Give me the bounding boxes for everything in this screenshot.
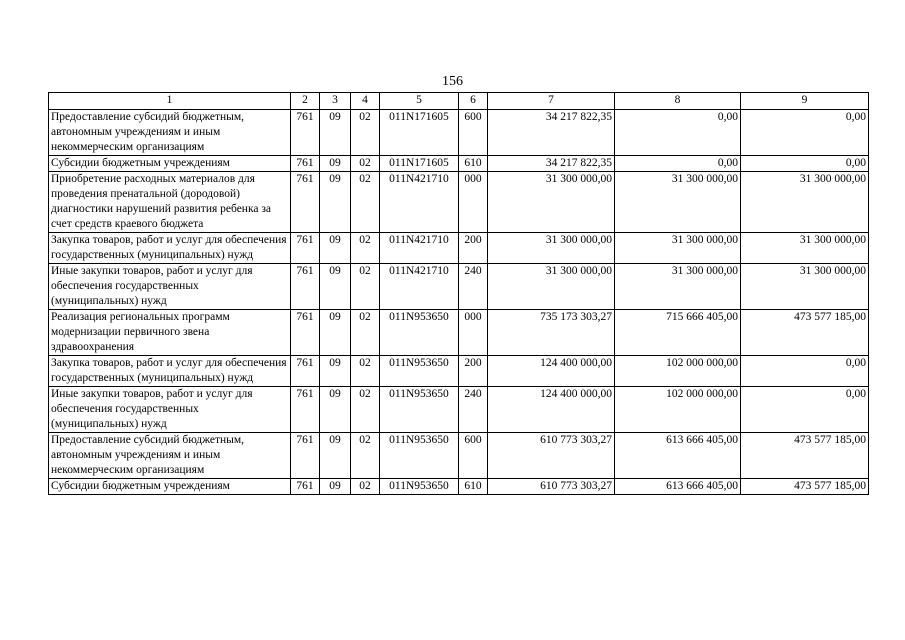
column-header: 7	[488, 93, 615, 110]
cell-col8: 613 666 405,00	[615, 433, 741, 479]
cell-col7: 31 300 000,00	[488, 172, 615, 233]
cell-col6: 610	[459, 479, 488, 495]
table-row	[49, 233, 869, 264]
row-description: Предоставление субсидий бюджетным, автономным учреждениям и иным некоммерческим организациям	[49, 433, 291, 479]
cell-col7: 31 300 000,00	[488, 233, 615, 264]
cell-col5: 011N171605	[380, 156, 459, 172]
cell-col6: 240	[459, 264, 488, 310]
row-description: Закупка товаров, работ и услуг для обеспечения государственных (муниципальных) нужд	[49, 233, 291, 264]
cell-col4: 02	[351, 233, 380, 264]
cell-col9: 31 300 000,00	[741, 233, 869, 264]
cell-col9: 31 300 000,00	[741, 172, 869, 233]
table-row	[49, 264, 869, 310]
table-row	[49, 387, 869, 433]
cell-col7: 34 217 822,35	[488, 156, 615, 172]
cell-col8: 613 666 405,00	[615, 479, 741, 495]
table-row	[49, 110, 869, 156]
cell-col3: 09	[320, 387, 351, 433]
cell-col3: 09	[320, 264, 351, 310]
cell-col9: 0,00	[741, 387, 869, 433]
cell-col3: 09	[320, 172, 351, 233]
column-header: 6	[459, 93, 488, 110]
cell-col3: 09	[320, 356, 351, 387]
cell-col4: 02	[351, 433, 380, 479]
row-description: Реализация региональных программ модернизации первичного звена здравоохранения	[49, 310, 291, 356]
cell-col6: 200	[459, 233, 488, 264]
cell-col7: 610 773 303,27	[488, 479, 615, 495]
column-header: 5	[380, 93, 459, 110]
cell-col5: 011N953650	[380, 356, 459, 387]
cell-col2: 761	[291, 387, 320, 433]
cell-col2: 761	[291, 356, 320, 387]
cell-col3: 09	[320, 310, 351, 356]
column-header: 2	[291, 93, 320, 110]
cell-col6: 240	[459, 387, 488, 433]
cell-col9: 0,00	[741, 356, 869, 387]
table-row	[49, 433, 869, 479]
cell-col7: 610 773 303,27	[488, 433, 615, 479]
column-header: 4	[351, 93, 380, 110]
cell-col4: 02	[351, 172, 380, 233]
cell-col9: 0,00	[741, 156, 869, 172]
cell-col7: 735 173 303,27	[488, 310, 615, 356]
cell-col9: 0,00	[741, 110, 869, 156]
cell-col8: 31 300 000,00	[615, 233, 741, 264]
cell-col8: 0,00	[615, 156, 741, 172]
row-description: Субсидии бюджетным учреждениям	[49, 156, 291, 172]
page-number: 156	[442, 74, 463, 89]
cell-col8: 102 000 000,00	[615, 356, 741, 387]
cell-col4: 02	[351, 110, 380, 156]
cell-col8: 0,00	[615, 110, 741, 156]
header-row	[49, 93, 869, 110]
cell-col9: 31 300 000,00	[741, 264, 869, 310]
cell-col5: 011N421710	[380, 233, 459, 264]
cell-col8: 31 300 000,00	[615, 172, 741, 233]
cell-col7: 124 400 000,00	[488, 356, 615, 387]
cell-col3: 09	[320, 233, 351, 264]
row-description: Предоставление субсидий бюджетным, автономным учреждениям и иным некоммерческим организациям	[49, 110, 291, 156]
cell-col5: 011N953650	[380, 387, 459, 433]
table-row	[49, 310, 869, 356]
cell-col6: 200	[459, 356, 488, 387]
cell-col4: 02	[351, 310, 380, 356]
cell-col6: 600	[459, 110, 488, 156]
cell-col6: 000	[459, 310, 488, 356]
cell-col7: 31 300 000,00	[488, 264, 615, 310]
row-description: Субсидии бюджетным учреждениям	[49, 479, 291, 495]
cell-col4: 02	[351, 156, 380, 172]
cell-col5: 011N171605	[380, 110, 459, 156]
cell-col4: 02	[351, 356, 380, 387]
row-description: Иные закупки товаров, работ и услуг для обеспечения государственных (муниципальных) нужд	[49, 387, 291, 433]
cell-col5: 011N421710	[380, 264, 459, 310]
cell-col8: 102 000 000,00	[615, 387, 741, 433]
column-header: 9	[741, 93, 869, 110]
cell-col2: 761	[291, 233, 320, 264]
cell-col2: 761	[291, 479, 320, 495]
cell-col5: 011N421710	[380, 172, 459, 233]
cell-col5: 011N953650	[380, 310, 459, 356]
cell-col2: 761	[291, 110, 320, 156]
cell-col2: 761	[291, 433, 320, 479]
cell-col9: 473 577 185,00	[741, 433, 869, 479]
cell-col2: 761	[291, 264, 320, 310]
row-description: Иные закупки товаров, работ и услуг для обеспечения государственных (муниципальных) нужд	[49, 264, 291, 310]
cell-col9: 473 577 185,00	[741, 479, 869, 495]
cell-col3: 09	[320, 433, 351, 479]
cell-col7: 34 217 822,35	[488, 110, 615, 156]
cell-col7: 124 400 000,00	[488, 387, 615, 433]
cell-col8: 31 300 000,00	[615, 264, 741, 310]
cell-col6: 000	[459, 172, 488, 233]
cell-col2: 761	[291, 156, 320, 172]
table-row	[49, 479, 869, 495]
column-header: 1	[49, 93, 291, 110]
cell-col3: 09	[320, 110, 351, 156]
cell-col6: 610	[459, 156, 488, 172]
table-row	[49, 356, 869, 387]
table-row	[49, 156, 869, 172]
cell-col2: 761	[291, 310, 320, 356]
cell-col5: 011N953650	[380, 433, 459, 479]
cell-col4: 02	[351, 387, 380, 433]
cell-col2: 761	[291, 172, 320, 233]
cell-col5: 011N953650	[380, 479, 459, 495]
cell-col3: 09	[320, 479, 351, 495]
cell-col6: 600	[459, 433, 488, 479]
cell-col9: 473 577 185,00	[741, 310, 869, 356]
budget-table	[48, 92, 869, 495]
row-description: Приобретение расходных материалов для проведения пренатальной (дородовой) диагностики нарушений развития ребенка за счет средств краевого бюджета	[49, 172, 291, 233]
cell-col4: 02	[351, 479, 380, 495]
cell-col4: 02	[351, 264, 380, 310]
cell-col3: 09	[320, 156, 351, 172]
column-header: 8	[615, 93, 741, 110]
cell-col8: 715 666 405,00	[615, 310, 741, 356]
row-description: Закупка товаров, работ и услуг для обеспечения государственных (муниципальных) нужд	[49, 356, 291, 387]
table-row	[49, 172, 869, 233]
column-header: 3	[320, 93, 351, 110]
